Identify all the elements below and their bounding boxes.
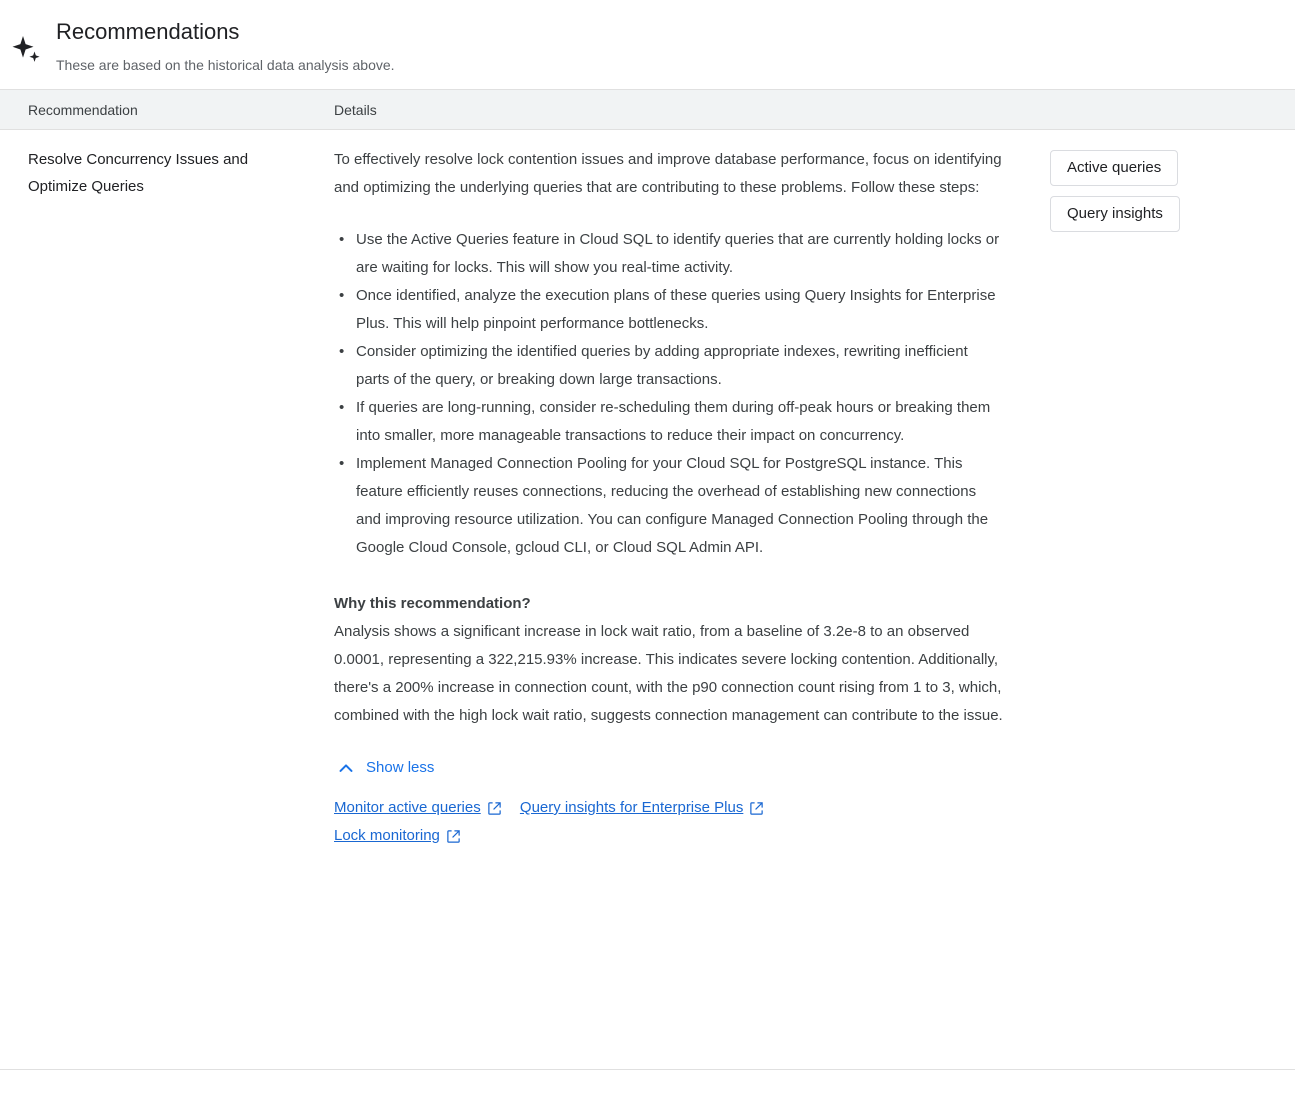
query-insights-button[interactable]: Query insights	[1050, 196, 1180, 232]
chevron-up-icon	[334, 756, 358, 780]
page-subtitle: These are based on the historical data analysis above.	[56, 57, 395, 73]
steps-list	[334, 226, 1005, 562]
link-monitor-active-queries[interactable]	[334, 794, 502, 822]
header-text-block	[48, 18, 395, 75]
recommendations-table	[0, 89, 1295, 1070]
list-item: • If queries are long-running, consider re-scheduling them during off-peak hours or breaking them into smaller, more manageable transactions to reduce their impact on concurrency.	[356, 394, 1005, 450]
list-item: • Implement Managed Connection Pooling for your Cloud SQL for PostgreSQL instance. This feature efficiently reuses connections, reducing the overhead of establishing new connections and improving resource utilization. You can configure Managed Connection Pooling through the Google Cloud Console, gcloud CLI, or Cloud SQL Admin API.	[356, 450, 1005, 562]
details-intro: To effectively resolve lock contention issues and improve database performance, focus on identifying and optimizing the underlying queries that are contributing to these problems. Follow these steps:	[334, 151, 1002, 196]
show-less-label: Show less	[366, 759, 435, 776]
why-this-recommendation-body: Analysis shows a significant increase in lock wait ratio, from a baseline of 3.2e-8 to an observed 0.0001, representing a 322,215.93% increase. This indicates severe locking contention. Additionally, there's a 200% increase in connection count, with the p90 connection count rising from 1 to 3, which, combined with the high lock wait ratio, suggests connection management can contribute to the issue.	[334, 623, 1003, 724]
list-item: • Use the Active Queries feature in Cloud SQL to identify queries that are currently holding locks or are waiting for locks. This will show you real-time activity.	[356, 226, 1005, 282]
link-label: Query insights for Enterprise Plus	[519, 799, 744, 816]
recommendation-title: Resolve Concurrency Issues and Optimize Queries	[28, 151, 249, 195]
link-lock-monitoring[interactable]	[334, 822, 461, 850]
documentation-links	[334, 794, 1005, 850]
column-header-details: Details	[334, 101, 377, 118]
external-link-icon	[749, 801, 764, 816]
external-link-icon	[487, 801, 502, 816]
page-title: Recommendations	[56, 19, 240, 44]
external-link-icon	[446, 829, 461, 844]
active-queries-button[interactable]: Active queries	[1050, 150, 1178, 186]
sparkle-icon	[0, 18, 48, 68]
row-actions	[1045, 146, 1295, 232]
table-header-row	[0, 90, 1295, 130]
list-item: • Consider optimizing the identified queries by adding appropriate indexes, rewriting inefficient parts of the query, or breaking down large transactions.	[356, 338, 1005, 394]
link-label: Monitor active queries	[334, 799, 481, 816]
link-label: Lock monitoring	[334, 827, 440, 844]
why-this-recommendation-heading: Why this recommendation?	[334, 595, 531, 612]
link-query-insights-enterprise-plus[interactable]	[520, 794, 764, 822]
list-item: • Once identified, analyze the execution plans of these queries using Query Insights for Enterprise Plus. This will help pinpoint performance bottlenecks.	[356, 282, 1005, 338]
show-less-button[interactable]	[334, 756, 1005, 780]
recommendations-header	[0, 0, 1295, 89]
recommendation-details	[334, 146, 1045, 850]
table-row	[0, 130, 1295, 1070]
column-header-recommendation: Recommendation	[28, 101, 138, 118]
